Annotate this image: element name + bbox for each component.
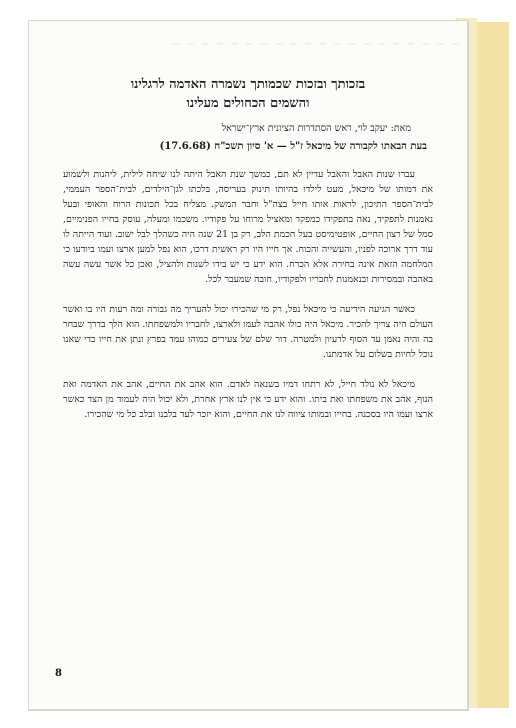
page-number: 8: [55, 668, 62, 679]
paragraph: עברו שנות האבל והאבל עדיין לא תם, כמשך שנת האבל היתה לנו שיחה לילית, ליהנות ולשמוע את דמותו של מיכאל, מעט לילדו בהיותו תינוק בעריסה, בלכתו לגן־הילדים, לבית־הספר העממי, לבית־הספר התיכון, לראות אותו חייל בצה"ל וחבר המשק. מצליח בכל תכונות הרוח והאופי ובעל נאמנות לתפקיד, נאה בתפקידו כמפקד ומאציל מרוחו על פקודיו. משכמו ומעלה, עוסק בחייו הפנימיים, סמל של רצון החיים, אופטימיסט בעל חכמת הלב, רק בן 21 שנה היה כשהלך לבל ישוב. ועוד הייתה לו עוד דרך ארוכה לפניו, והעשייה והכוח. אך חייו היו רק ראשית דרכו, הוא נפל למען ארצו ועמו ביודעו כי המלחמה הזאת אינה בחירה אלא הכרח. הוא ידע כי יש בידו לשנות ולהציל, ואכן כל אשר עשה עשה באהבה ובמסירות ובנאמנות לחבריו ולפקודיו, חובה שמעבר לכל.: [63, 169, 433, 285]
article-body: [63, 167, 433, 437]
subtitle: [69, 141, 427, 152]
document-page: [28, 20, 468, 710]
paragraph: כאשר הגיעה הידיעה כי מיכאל נפל, רק מי שהכירו יכול להעריך מה גבורה ומה רעות היו בו ואשר העולם היה צריך להכיר. מיכאל היה כולו אהבה לעמו ולארצו, לחבריו ולמשפחתו. הוא הלך בדרך שבחר בה והיה נאמן עד הסוף לרעיון ולמטרה. דור שלם של צעירים כמוהו עמד בפרץ ונתן את חייו כדי שאנו נוכל לחיות בשלום על אדמתנו.: [63, 304, 433, 360]
subtitle-date: (17.6.68): [159, 141, 211, 152]
author-line: מאת: יעקב לוי, ראש הסתדרות הציונית ארץ־ישראל: [221, 123, 411, 134]
bleed-through-text: ~ ~ ~ ~ ~ ~ ~ ~ ~ ~ ~ ~ ~ ~ ~ ~ ~ ~ ~ ~: [171, 37, 461, 50]
title-line-2: והשמים הכחולים מעלינו: [186, 96, 310, 111]
page-title: [75, 75, 421, 113]
paragraph: מיכאל לא נולד חייל, לא רתחו דמיו בשנאה לאדם. הוא אהב את החיים, אהב את האדמה ואת הנוף, אהב את משפחתו ואת ביתו. והוא ידע כי אין לנו ארץ אחרת, ולא יכול היה לעמוד מן הצד כאשר ארצו ועמו היו בסכנה. בחייו ובמותו ציווה לנו את החיים, והוא יזכר לעד בלבנו ובלב כל מי שהכירו.: [63, 379, 433, 420]
subtitle-text: בעת הבאתו לקבורה של מיכאל ז"ל — א' סיון תשכ"ח: [214, 141, 427, 152]
title-line-1: בזכותך ובזכות שכמותך נשמרה האדמה לרגלינו: [130, 77, 366, 92]
